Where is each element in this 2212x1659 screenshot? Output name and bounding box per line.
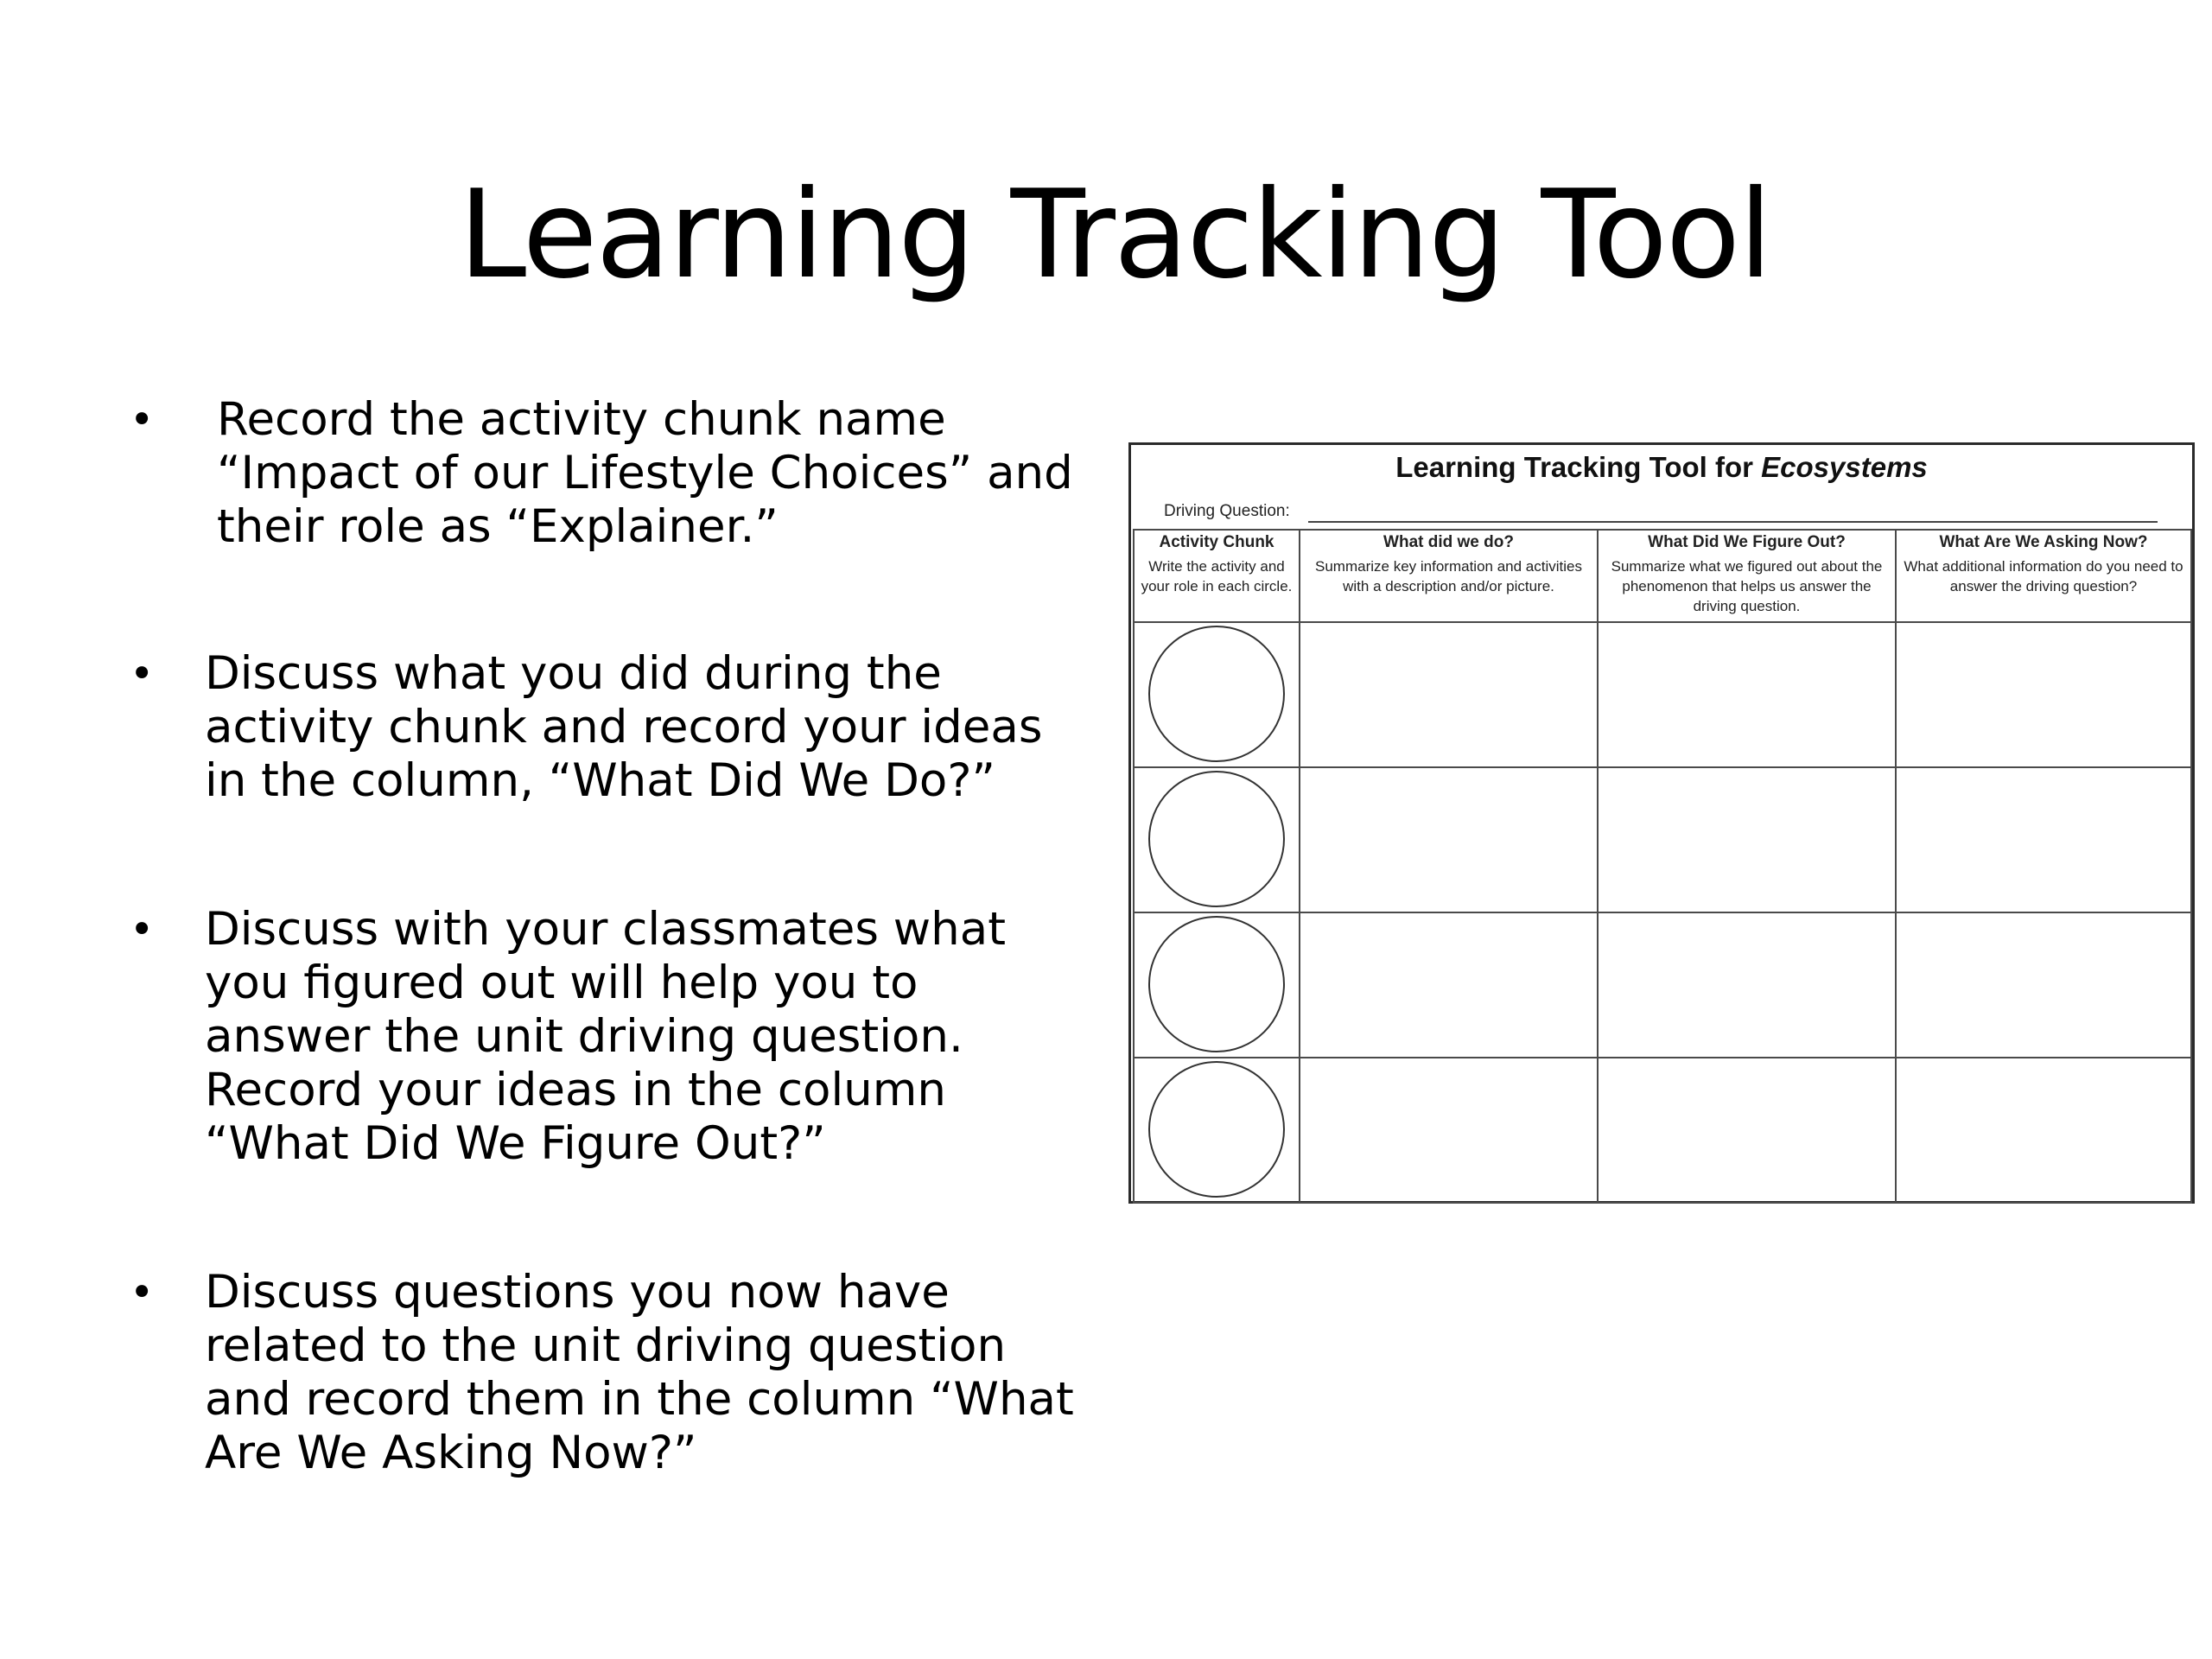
- table-cell: [1300, 912, 1598, 1058]
- table-cell: [1896, 622, 2191, 767]
- table-cell: [1598, 1058, 1896, 1203]
- bullet-icon: •: [130, 650, 155, 698]
- table-cell: [1598, 912, 1896, 1058]
- column-title: What Did We Figure Out?: [1648, 533, 1846, 551]
- instruction-text: Discuss what you did during the activity chunk and record your ideas in the column, “What Did We Do?”: [205, 647, 1043, 807]
- table-header-row: [1134, 530, 2191, 622]
- table-cell: [1300, 622, 1598, 767]
- table-cell: [1896, 1058, 2191, 1203]
- worksheet-title-prefix: Learning Tracking Tool for: [1395, 451, 1762, 483]
- column-header-activity-chunk: [1134, 530, 1300, 622]
- table-cell: [1598, 622, 1896, 767]
- worksheet-image: [1128, 442, 2195, 1204]
- instruction-text: Discuss with your classmates what you figured out will help you to answer the unit driving question. Record your ideas in the column “What Did We Figure Out?”: [205, 903, 1006, 1170]
- driving-question-label: Driving Question:: [1164, 502, 1290, 520]
- column-title: What Are We Asking Now?: [1939, 533, 2148, 551]
- slide-title: Learning Tracking Tool: [458, 164, 1771, 306]
- activity-circle: [1148, 1061, 1285, 1198]
- worksheet-title: [1131, 450, 2192, 485]
- column-header-what-are-we-asking-now: [1896, 530, 2191, 622]
- table-cell: [1300, 1058, 1598, 1203]
- bullet-icon: •: [130, 1268, 155, 1317]
- table-cell: [1896, 912, 2191, 1058]
- driving-question-line: [1308, 521, 2158, 523]
- column-description: Summarize what we figured out about the phenomenon that helps us answer the driving question.: [1611, 558, 1883, 614]
- table-row: [1134, 622, 2191, 767]
- activity-chunk-cell: [1134, 767, 1300, 912]
- table-cell: [1300, 767, 1598, 912]
- column-title: Activity Chunk: [1159, 533, 1274, 551]
- tracking-table: [1133, 529, 2192, 1204]
- bullet-icon: •: [130, 906, 155, 954]
- table-cell: [1598, 767, 1896, 912]
- bullet-icon: •: [130, 396, 155, 444]
- column-header-what-did-we-figure-out: [1598, 530, 1896, 622]
- column-header-what-did-we-do: [1300, 530, 1598, 622]
- activity-circle: [1148, 916, 1285, 1052]
- instruction-item: [130, 647, 1089, 808]
- column-title: What did we do?: [1383, 533, 1514, 551]
- activity-chunk-cell: [1134, 912, 1300, 1058]
- table-row: [1134, 912, 2191, 1058]
- column-description: Summarize key information and activities with a description and/or picture.: [1315, 558, 1582, 594]
- table-cell: [1896, 767, 2191, 912]
- instruction-item: [130, 903, 1089, 1171]
- activity-circle: [1148, 771, 1285, 907]
- column-description: What additional information do you need to answer the driving question?: [1904, 558, 2183, 594]
- column-description: Write the activity and your role in each circle.: [1141, 558, 1293, 594]
- table-row: [1134, 767, 2191, 912]
- instruction-item: [130, 393, 1089, 554]
- instruction-text: Discuss questions you now have related to the unit driving question and record them in the column “What Are We Asking Now?”: [205, 1266, 1074, 1479]
- instruction-text: Record the activity chunk name “Impact of our Lifestyle Choices” and their role as “Explainer.”: [217, 393, 1073, 553]
- worksheet-title-topic: Ecosystems: [1761, 451, 1928, 483]
- activity-circle: [1148, 626, 1285, 762]
- activity-chunk-cell: [1134, 1058, 1300, 1203]
- instruction-item: [130, 1266, 1089, 1480]
- table-row: [1134, 1058, 2191, 1203]
- activity-chunk-cell: [1134, 622, 1300, 767]
- instruction-list: [130, 393, 1089, 1575]
